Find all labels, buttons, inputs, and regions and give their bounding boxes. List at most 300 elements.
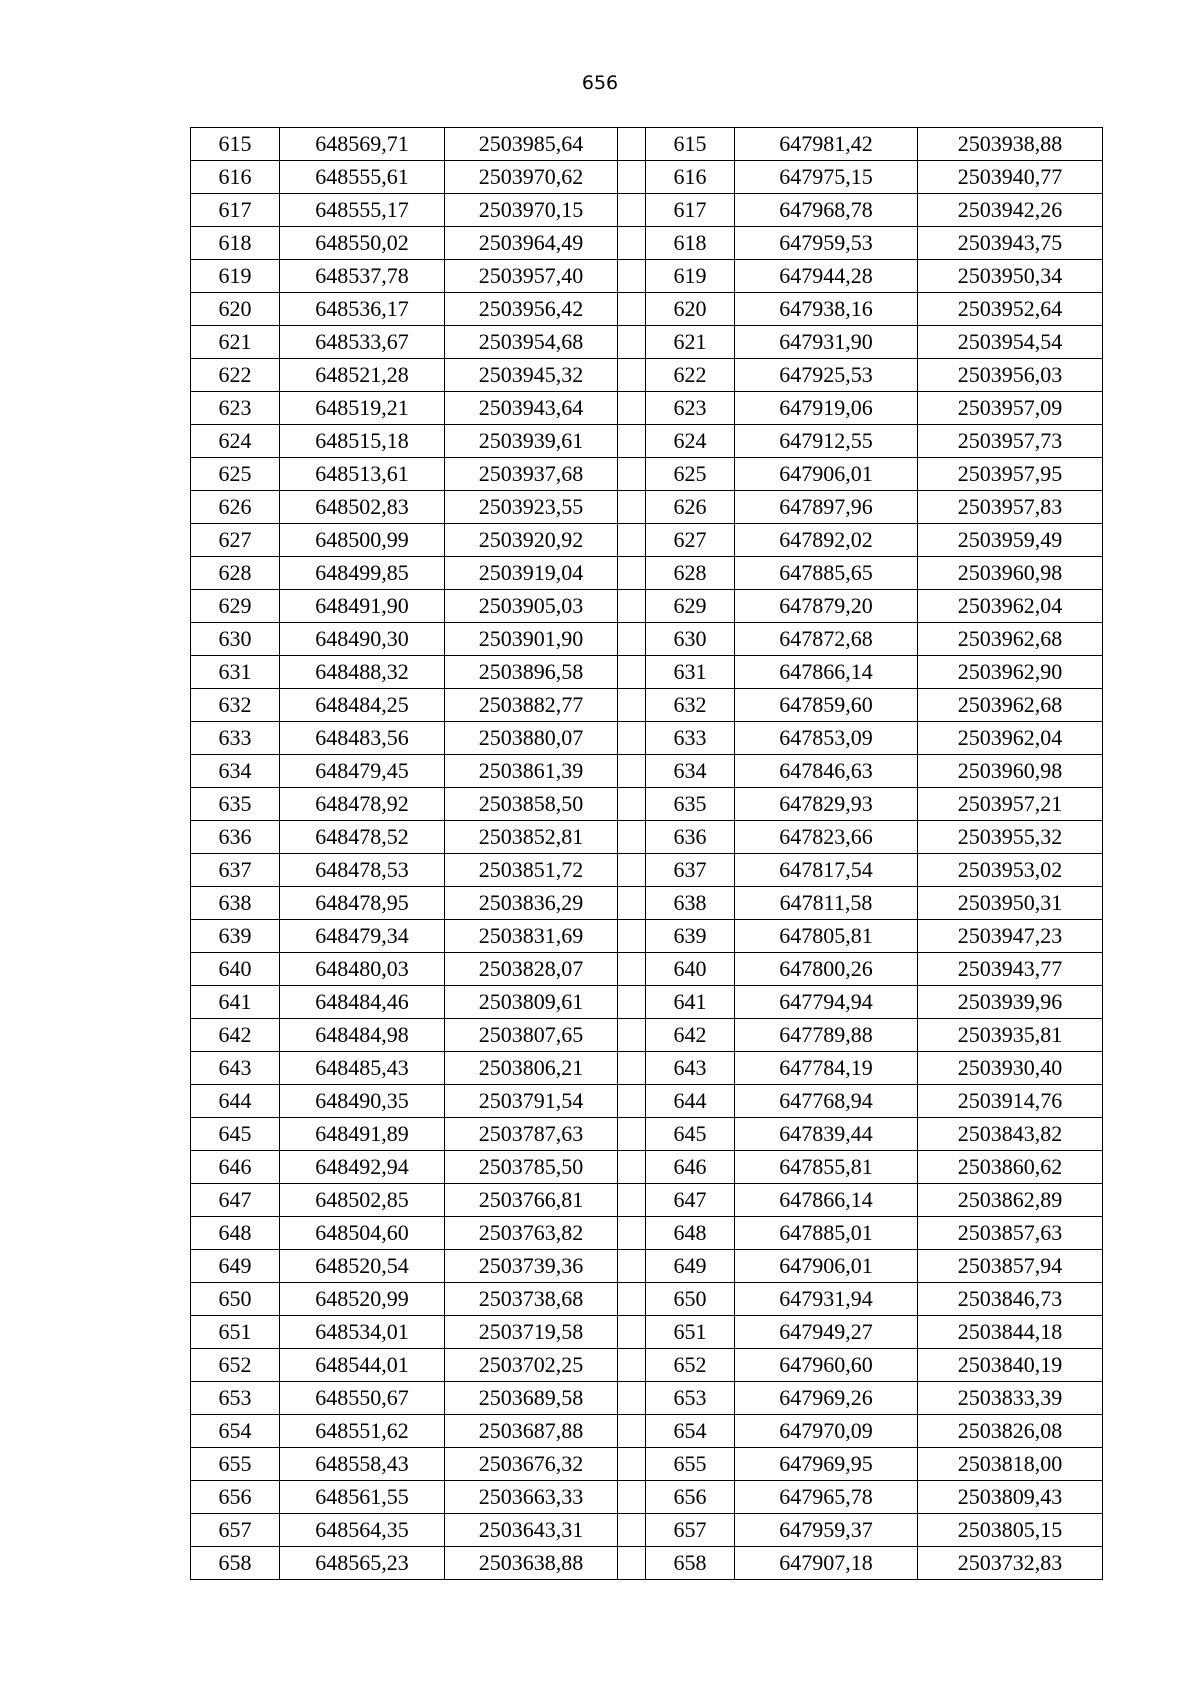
left-point-number: 639: [191, 920, 280, 953]
spacer-cell: [618, 524, 646, 557]
table-row: [191, 1349, 1103, 1382]
table-row: [191, 491, 1103, 524]
spacer-cell: [618, 557, 646, 590]
right-y-coordinate: 2503957,09: [918, 392, 1103, 425]
left-x-coordinate: 648492,94: [280, 1151, 445, 1184]
spacer-cell: [618, 788, 646, 821]
right-y-coordinate: 2503940,77: [918, 161, 1103, 194]
spacer-cell: [618, 1085, 646, 1118]
table-row: [191, 1151, 1103, 1184]
right-point-number: 657: [646, 1514, 735, 1547]
spacer-cell: [618, 1514, 646, 1547]
right-x-coordinate: 647944,28: [735, 260, 918, 293]
left-y-coordinate: 2503663,33: [445, 1481, 618, 1514]
right-point-number: 628: [646, 557, 735, 590]
right-point-number: 641: [646, 986, 735, 1019]
left-x-coordinate: 648569,71: [280, 128, 445, 161]
table-row: [191, 1283, 1103, 1316]
left-x-coordinate: 648561,55: [280, 1481, 445, 1514]
right-y-coordinate: 2503930,40: [918, 1052, 1103, 1085]
table-row: [191, 1514, 1103, 1547]
right-y-coordinate: 2503955,32: [918, 821, 1103, 854]
spacer-cell: [618, 689, 646, 722]
right-y-coordinate: 2503960,98: [918, 755, 1103, 788]
left-y-coordinate: 2503791,54: [445, 1085, 618, 1118]
right-y-coordinate: 2503952,64: [918, 293, 1103, 326]
right-y-coordinate: 2503843,82: [918, 1118, 1103, 1151]
left-point-number: 628: [191, 557, 280, 590]
right-x-coordinate: 647885,65: [735, 557, 918, 590]
right-y-coordinate: 2503938,88: [918, 128, 1103, 161]
left-x-coordinate: 648520,99: [280, 1283, 445, 1316]
left-x-coordinate: 648488,32: [280, 656, 445, 689]
table-row: [191, 392, 1103, 425]
left-y-coordinate: 2503828,07: [445, 953, 618, 986]
right-y-coordinate: 2503943,75: [918, 227, 1103, 260]
right-y-coordinate: 2503914,76: [918, 1085, 1103, 1118]
left-y-coordinate: 2503901,90: [445, 623, 618, 656]
left-point-number: 640: [191, 953, 280, 986]
left-y-coordinate: 2503852,81: [445, 821, 618, 854]
right-point-number: 643: [646, 1052, 735, 1085]
left-point-number: 645: [191, 1118, 280, 1151]
right-y-coordinate: 2503962,04: [918, 722, 1103, 755]
spacer-cell: [618, 161, 646, 194]
left-point-number: 619: [191, 260, 280, 293]
right-y-coordinate: 2503732,83: [918, 1547, 1103, 1580]
right-x-coordinate: 647969,26: [735, 1382, 918, 1415]
right-y-coordinate: 2503935,81: [918, 1019, 1103, 1052]
right-point-number: 630: [646, 623, 735, 656]
left-y-coordinate: 2503970,15: [445, 194, 618, 227]
left-y-coordinate: 2503954,68: [445, 326, 618, 359]
table-row: [191, 1316, 1103, 1349]
table-row: [191, 557, 1103, 590]
left-point-number: 636: [191, 821, 280, 854]
right-point-number: 629: [646, 590, 735, 623]
left-point-number: 634: [191, 755, 280, 788]
spacer-cell: [618, 1382, 646, 1415]
table-row: [191, 227, 1103, 260]
right-x-coordinate: 647906,01: [735, 1250, 918, 1283]
right-x-coordinate: 647853,09: [735, 722, 918, 755]
spacer-cell: [618, 359, 646, 392]
left-x-coordinate: 648479,34: [280, 920, 445, 953]
left-y-coordinate: 2503920,92: [445, 524, 618, 557]
right-point-number: 631: [646, 656, 735, 689]
left-x-coordinate: 648484,98: [280, 1019, 445, 1052]
left-point-number: 627: [191, 524, 280, 557]
table-row: [191, 1415, 1103, 1448]
spacer-cell: [618, 1481, 646, 1514]
left-point-number: 641: [191, 986, 280, 1019]
table-row: [191, 788, 1103, 821]
left-point-number: 652: [191, 1349, 280, 1382]
left-x-coordinate: 648480,03: [280, 953, 445, 986]
right-x-coordinate: 647823,66: [735, 821, 918, 854]
left-y-coordinate: 2503923,55: [445, 491, 618, 524]
right-x-coordinate: 647938,16: [735, 293, 918, 326]
left-y-coordinate: 2503785,50: [445, 1151, 618, 1184]
right-y-coordinate: 2503957,95: [918, 458, 1103, 491]
table-row: [191, 1052, 1103, 1085]
left-point-number: 647: [191, 1184, 280, 1217]
right-x-coordinate: 647969,95: [735, 1448, 918, 1481]
left-x-coordinate: 648521,28: [280, 359, 445, 392]
table-row: [191, 1019, 1103, 1052]
right-y-coordinate: 2503844,18: [918, 1316, 1103, 1349]
left-point-number: 616: [191, 161, 280, 194]
left-point-number: 655: [191, 1448, 280, 1481]
right-x-coordinate: 647892,02: [735, 524, 918, 557]
table-row: [191, 1085, 1103, 1118]
right-point-number: 627: [646, 524, 735, 557]
left-point-number: 633: [191, 722, 280, 755]
table-row: [191, 128, 1103, 161]
right-point-number: 648: [646, 1217, 735, 1250]
spacer-cell: [618, 260, 646, 293]
table-row: [191, 1217, 1103, 1250]
right-y-coordinate: 2503857,94: [918, 1250, 1103, 1283]
left-y-coordinate: 2503880,07: [445, 722, 618, 755]
right-point-number: 642: [646, 1019, 735, 1052]
left-point-number: 648: [191, 1217, 280, 1250]
table-row: [191, 920, 1103, 953]
right-x-coordinate: 647960,60: [735, 1349, 918, 1382]
left-x-coordinate: 648491,89: [280, 1118, 445, 1151]
right-point-number: 634: [646, 755, 735, 788]
left-point-number: 622: [191, 359, 280, 392]
right-y-coordinate: 2503862,89: [918, 1184, 1103, 1217]
table-row: [191, 326, 1103, 359]
right-point-number: 632: [646, 689, 735, 722]
left-point-number: 638: [191, 887, 280, 920]
left-y-coordinate: 2503836,29: [445, 887, 618, 920]
right-point-number: 624: [646, 425, 735, 458]
left-x-coordinate: 648537,78: [280, 260, 445, 293]
table-row: [191, 1250, 1103, 1283]
right-x-coordinate: 647859,60: [735, 689, 918, 722]
left-point-number: 618: [191, 227, 280, 260]
spacer-cell: [618, 491, 646, 524]
right-point-number: 647: [646, 1184, 735, 1217]
page-number: 656: [581, 72, 619, 94]
left-x-coordinate: 648479,45: [280, 755, 445, 788]
coordinates-table-body: [191, 128, 1103, 1580]
right-x-coordinate: 647970,09: [735, 1415, 918, 1448]
right-y-coordinate: 2503846,73: [918, 1283, 1103, 1316]
table-row: [191, 821, 1103, 854]
left-x-coordinate: 648550,02: [280, 227, 445, 260]
right-x-coordinate: 647879,20: [735, 590, 918, 623]
right-y-coordinate: 2503809,43: [918, 1481, 1103, 1514]
right-x-coordinate: 647975,15: [735, 161, 918, 194]
right-point-number: 645: [646, 1118, 735, 1151]
spacer-cell: [618, 392, 646, 425]
right-y-coordinate: 2503840,19: [918, 1349, 1103, 1382]
table-row: [191, 458, 1103, 491]
left-y-coordinate: 2503831,69: [445, 920, 618, 953]
right-x-coordinate: 647784,19: [735, 1052, 918, 1085]
right-point-number: 652: [646, 1349, 735, 1382]
right-point-number: 622: [646, 359, 735, 392]
left-y-coordinate: 2503806,21: [445, 1052, 618, 1085]
table-row: [191, 953, 1103, 986]
left-point-number: 621: [191, 326, 280, 359]
left-point-number: 656: [191, 1481, 280, 1514]
left-y-coordinate: 2503919,04: [445, 557, 618, 590]
left-y-coordinate: 2503956,42: [445, 293, 618, 326]
right-x-coordinate: 647817,54: [735, 854, 918, 887]
left-point-number: 653: [191, 1382, 280, 1415]
right-point-number: 617: [646, 194, 735, 227]
right-point-number: 651: [646, 1316, 735, 1349]
right-point-number: 654: [646, 1415, 735, 1448]
right-x-coordinate: 647968,78: [735, 194, 918, 227]
left-point-number: 646: [191, 1151, 280, 1184]
table-row: [191, 722, 1103, 755]
right-y-coordinate: 2503950,34: [918, 260, 1103, 293]
right-point-number: 650: [646, 1283, 735, 1316]
left-point-number: 642: [191, 1019, 280, 1052]
left-point-number: 617: [191, 194, 280, 227]
spacer-cell: [618, 953, 646, 986]
left-x-coordinate: 648484,25: [280, 689, 445, 722]
spacer-cell: [618, 1118, 646, 1151]
spacer-cell: [618, 1250, 646, 1283]
left-y-coordinate: 2503719,58: [445, 1316, 618, 1349]
left-point-number: 635: [191, 788, 280, 821]
left-x-coordinate: 648499,85: [280, 557, 445, 590]
spacer-cell: [618, 227, 646, 260]
left-x-coordinate: 648478,92: [280, 788, 445, 821]
right-point-number: 635: [646, 788, 735, 821]
table-row: [191, 524, 1103, 557]
right-x-coordinate: 647811,58: [735, 887, 918, 920]
spacer-cell: [618, 986, 646, 1019]
left-point-number: 625: [191, 458, 280, 491]
table-row: [191, 260, 1103, 293]
spacer-cell: [618, 326, 646, 359]
spacer-cell: [618, 920, 646, 953]
left-x-coordinate: 648500,99: [280, 524, 445, 557]
table-row: [191, 590, 1103, 623]
table-row: [191, 755, 1103, 788]
left-point-number: 631: [191, 656, 280, 689]
left-point-number: 623: [191, 392, 280, 425]
spacer-cell: [618, 887, 646, 920]
spacer-cell: [618, 1349, 646, 1382]
table-row: [191, 986, 1103, 1019]
left-y-coordinate: 2503882,77: [445, 689, 618, 722]
left-y-coordinate: 2503957,40: [445, 260, 618, 293]
right-x-coordinate: 647949,27: [735, 1316, 918, 1349]
right-y-coordinate: 2503942,26: [918, 194, 1103, 227]
left-x-coordinate: 648519,21: [280, 392, 445, 425]
left-x-coordinate: 648550,67: [280, 1382, 445, 1415]
left-y-coordinate: 2503905,03: [445, 590, 618, 623]
left-x-coordinate: 648555,17: [280, 194, 445, 227]
right-point-number: 639: [646, 920, 735, 953]
right-point-number: 623: [646, 392, 735, 425]
spacer-cell: [618, 755, 646, 788]
left-x-coordinate: 648484,46: [280, 986, 445, 1019]
spacer-cell: [618, 656, 646, 689]
right-y-coordinate: 2503962,04: [918, 590, 1103, 623]
left-x-coordinate: 648491,90: [280, 590, 445, 623]
right-point-number: 619: [646, 260, 735, 293]
left-point-number: 658: [191, 1547, 280, 1580]
left-y-coordinate: 2503970,62: [445, 161, 618, 194]
left-y-coordinate: 2503739,36: [445, 1250, 618, 1283]
spacer-cell: [618, 425, 646, 458]
left-point-number: 626: [191, 491, 280, 524]
table-row: [191, 194, 1103, 227]
spacer-cell: [618, 1217, 646, 1250]
table-row: [191, 293, 1103, 326]
right-x-coordinate: 647789,88: [735, 1019, 918, 1052]
left-point-number: 632: [191, 689, 280, 722]
left-x-coordinate: 648555,61: [280, 161, 445, 194]
table-row: [191, 689, 1103, 722]
left-x-coordinate: 648513,61: [280, 458, 445, 491]
right-y-coordinate: 2503954,54: [918, 326, 1103, 359]
right-point-number: 633: [646, 722, 735, 755]
left-y-coordinate: 2503687,88: [445, 1415, 618, 1448]
right-point-number: 626: [646, 491, 735, 524]
right-point-number: 615: [646, 128, 735, 161]
spacer-cell: [618, 128, 646, 161]
left-point-number: 624: [191, 425, 280, 458]
right-x-coordinate: 647925,53: [735, 359, 918, 392]
left-y-coordinate: 2503638,88: [445, 1547, 618, 1580]
left-point-number: 620: [191, 293, 280, 326]
right-x-coordinate: 647959,53: [735, 227, 918, 260]
table-row: [191, 161, 1103, 194]
spacer-cell: [618, 194, 646, 227]
right-x-coordinate: 647846,63: [735, 755, 918, 788]
right-y-coordinate: 2503953,02: [918, 854, 1103, 887]
right-y-coordinate: 2503957,83: [918, 491, 1103, 524]
right-y-coordinate: 2503939,96: [918, 986, 1103, 1019]
right-point-number: 655: [646, 1448, 735, 1481]
right-x-coordinate: 647912,55: [735, 425, 918, 458]
left-y-coordinate: 2503945,32: [445, 359, 618, 392]
right-x-coordinate: 647768,94: [735, 1085, 918, 1118]
table-row: [191, 425, 1103, 458]
left-y-coordinate: 2503807,65: [445, 1019, 618, 1052]
right-point-number: 646: [646, 1151, 735, 1184]
left-y-coordinate: 2503787,63: [445, 1118, 618, 1151]
right-x-coordinate: 647931,94: [735, 1283, 918, 1316]
left-x-coordinate: 648504,60: [280, 1217, 445, 1250]
left-x-coordinate: 648558,43: [280, 1448, 445, 1481]
left-x-coordinate: 648478,95: [280, 887, 445, 920]
right-x-coordinate: 647829,93: [735, 788, 918, 821]
left-y-coordinate: 2503643,31: [445, 1514, 618, 1547]
right-y-coordinate: 2503947,23: [918, 920, 1103, 953]
right-x-coordinate: 647866,14: [735, 656, 918, 689]
right-x-coordinate: 647805,81: [735, 920, 918, 953]
left-y-coordinate: 2503858,50: [445, 788, 618, 821]
right-y-coordinate: 2503943,77: [918, 953, 1103, 986]
left-point-number: 651: [191, 1316, 280, 1349]
right-point-number: 625: [646, 458, 735, 491]
left-x-coordinate: 648533,67: [280, 326, 445, 359]
spacer-cell: [618, 1052, 646, 1085]
right-x-coordinate: 647919,06: [735, 392, 918, 425]
left-point-number: 657: [191, 1514, 280, 1547]
left-y-coordinate: 2503985,64: [445, 128, 618, 161]
spacer-cell: [618, 1151, 646, 1184]
table-row: [191, 1481, 1103, 1514]
left-x-coordinate: 648564,35: [280, 1514, 445, 1547]
spacer-cell: [618, 293, 646, 326]
right-point-number: 653: [646, 1382, 735, 1415]
right-point-number: 636: [646, 821, 735, 854]
right-x-coordinate: 647965,78: [735, 1481, 918, 1514]
left-y-coordinate: 2503809,61: [445, 986, 618, 1019]
spacer-cell: [618, 1448, 646, 1481]
left-y-coordinate: 2503702,25: [445, 1349, 618, 1382]
right-y-coordinate: 2503957,21: [918, 788, 1103, 821]
right-x-coordinate: 647907,18: [735, 1547, 918, 1580]
left-point-number: 630: [191, 623, 280, 656]
right-point-number: 640: [646, 953, 735, 986]
right-point-number: 649: [646, 1250, 735, 1283]
spacer-cell: [618, 590, 646, 623]
right-y-coordinate: 2503959,49: [918, 524, 1103, 557]
table-row: [191, 854, 1103, 887]
left-x-coordinate: 648490,30: [280, 623, 445, 656]
spacer-cell: [618, 1019, 646, 1052]
left-point-number: 650: [191, 1283, 280, 1316]
left-y-coordinate: 2503738,68: [445, 1283, 618, 1316]
left-point-number: 615: [191, 128, 280, 161]
table-row: [191, 1547, 1103, 1580]
left-point-number: 629: [191, 590, 280, 623]
left-y-coordinate: 2503943,64: [445, 392, 618, 425]
spacer-cell: [618, 1184, 646, 1217]
right-x-coordinate: 647839,44: [735, 1118, 918, 1151]
right-y-coordinate: 2503860,62: [918, 1151, 1103, 1184]
spacer-cell: [618, 1283, 646, 1316]
table-row: [191, 1184, 1103, 1217]
spacer-cell: [618, 821, 646, 854]
left-y-coordinate: 2503763,82: [445, 1217, 618, 1250]
left-x-coordinate: 648478,53: [280, 854, 445, 887]
right-y-coordinate: 2503950,31: [918, 887, 1103, 920]
right-x-coordinate: 647981,42: [735, 128, 918, 161]
left-y-coordinate: 2503861,39: [445, 755, 618, 788]
right-x-coordinate: 647959,37: [735, 1514, 918, 1547]
spacer-cell: [618, 722, 646, 755]
right-x-coordinate: 647885,01: [735, 1217, 918, 1250]
left-x-coordinate: 648536,17: [280, 293, 445, 326]
left-x-coordinate: 648534,01: [280, 1316, 445, 1349]
right-x-coordinate: 647800,26: [735, 953, 918, 986]
right-y-coordinate: 2503956,03: [918, 359, 1103, 392]
right-point-number: 644: [646, 1085, 735, 1118]
left-x-coordinate: 648551,62: [280, 1415, 445, 1448]
left-x-coordinate: 648502,83: [280, 491, 445, 524]
left-point-number: 637: [191, 854, 280, 887]
right-y-coordinate: 2503857,63: [918, 1217, 1103, 1250]
left-x-coordinate: 648490,35: [280, 1085, 445, 1118]
right-point-number: 658: [646, 1547, 735, 1580]
right-x-coordinate: 647866,14: [735, 1184, 918, 1217]
left-point-number: 654: [191, 1415, 280, 1448]
